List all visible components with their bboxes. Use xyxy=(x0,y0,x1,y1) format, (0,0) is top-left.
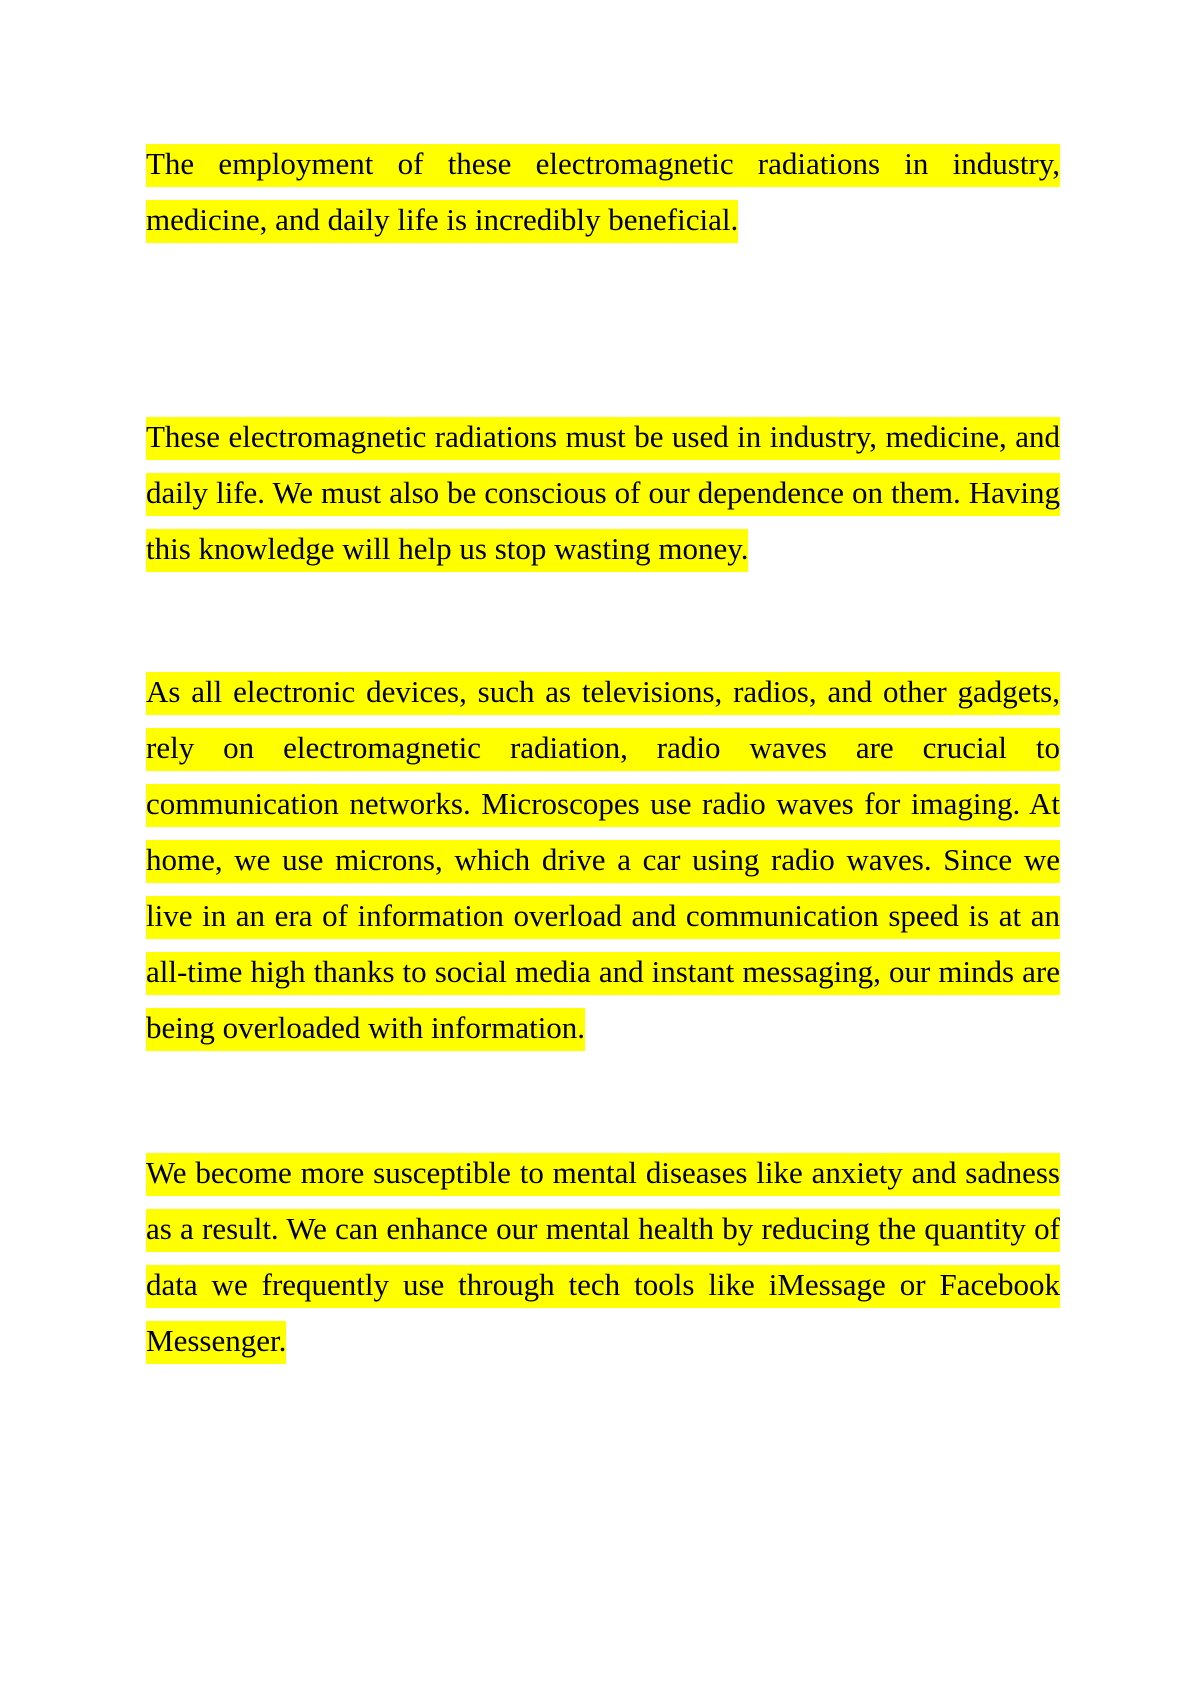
paragraph-4 xyxy=(146,1145,1060,1369)
highlighted-text: The employment of these electromagnetic radiations in industry, medicine, and daily life is incredibly beneficial. xyxy=(146,144,1060,243)
paragraph-1 xyxy=(146,136,1060,248)
paragraph-3 xyxy=(146,664,1060,1056)
highlighted-text: These electromagnetic radiations must be used in industry, medicine, and daily life. We must also be conscious of our dependence on them. Having this knowledge will help us stop wasting money. xyxy=(146,417,1060,572)
highlighted-text: As all electronic devices, such as televisions, radios, and other gadgets, rely on electromagnetic radiation, radio waves are crucial to communication networks. Microscopes use radio waves for imaging. At home, we use microns, which drive a car using radio waves. Since we live in an era of information overload and communication speed is at an all-time high thanks to social media and instant messaging, our minds are being overloaded with information. xyxy=(146,672,1060,1051)
highlighted-text: We become more susceptible to mental diseases like anxiety and sadness as a result. We can enhance our mental health by reducing the quantity of data we frequently use through tech tools like iMessage or Facebook Messenger. xyxy=(146,1153,1060,1364)
paragraph-2 xyxy=(146,409,1060,577)
